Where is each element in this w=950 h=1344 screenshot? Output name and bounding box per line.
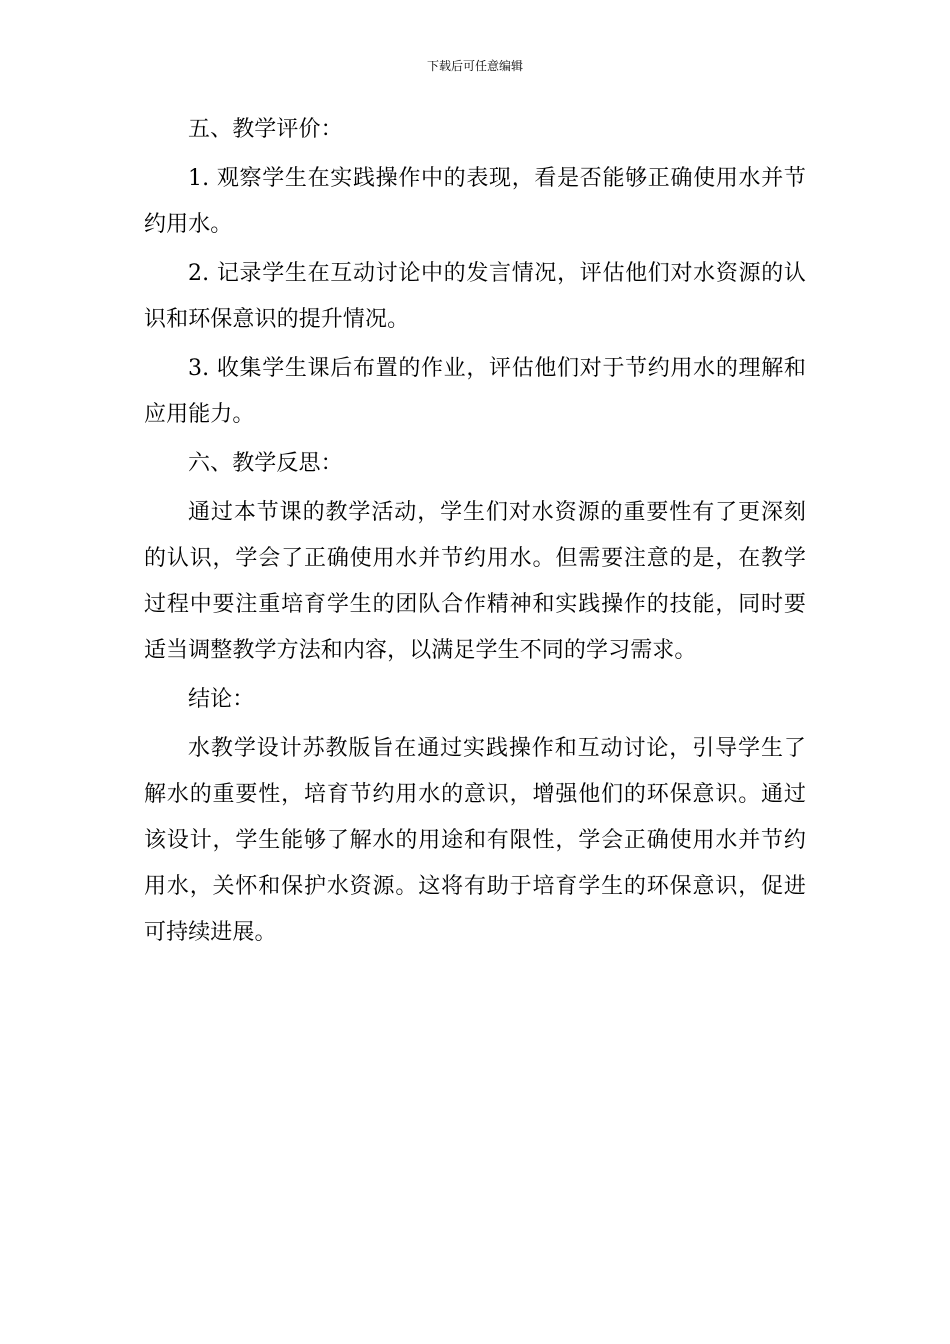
evaluation-item-2: 2. 记录学生在互动讨论中的发言情况，评估他们对水资源的认识和环保意识的提升情况。 xyxy=(144,261,806,332)
evaluation-item-1: 1. 观察学生在实践操作中的表现，看是否能够正确使用水并节约用水。 xyxy=(144,166,806,237)
page-header: 下载后可任意编辑 xyxy=(426,59,523,73)
section-heading-conclusion: 结论： xyxy=(188,687,255,712)
evaluation-item-3: 3. 收集学生课后布置的作业，评估他们对于节约用水的理解和应用能力。 xyxy=(144,356,806,427)
conclusion-paragraph: 水教学设计苏教版旨在通过实践操作和互动讨论，引导学生了解水的重要性，培育节约用水的意识，增强他们的环保意识。通过该设计，学生能够了解水的用途和有限性，学会正确使用水并节约用水，关怀和保护水资源。这将有助于培育学生的环保意识，促进可持续进展。 xyxy=(144,736,806,945)
document-body xyxy=(144,107,806,959)
section-heading-evaluation: 五、教学评价： xyxy=(188,117,343,142)
section-heading-reflection: 六、教学反思： xyxy=(188,451,343,476)
reflection-paragraph: 通过本节课的教学活动，学生们对水资源的重要性有了更深刻的认识，学会了正确使用水并节约用水。但需要注意的是，在教学过程中要注重培育学生的团队合作精神和实践操作的技能，同时要适当调整教学方法和内容，以满足学生不同的学习需求。 xyxy=(144,500,806,663)
